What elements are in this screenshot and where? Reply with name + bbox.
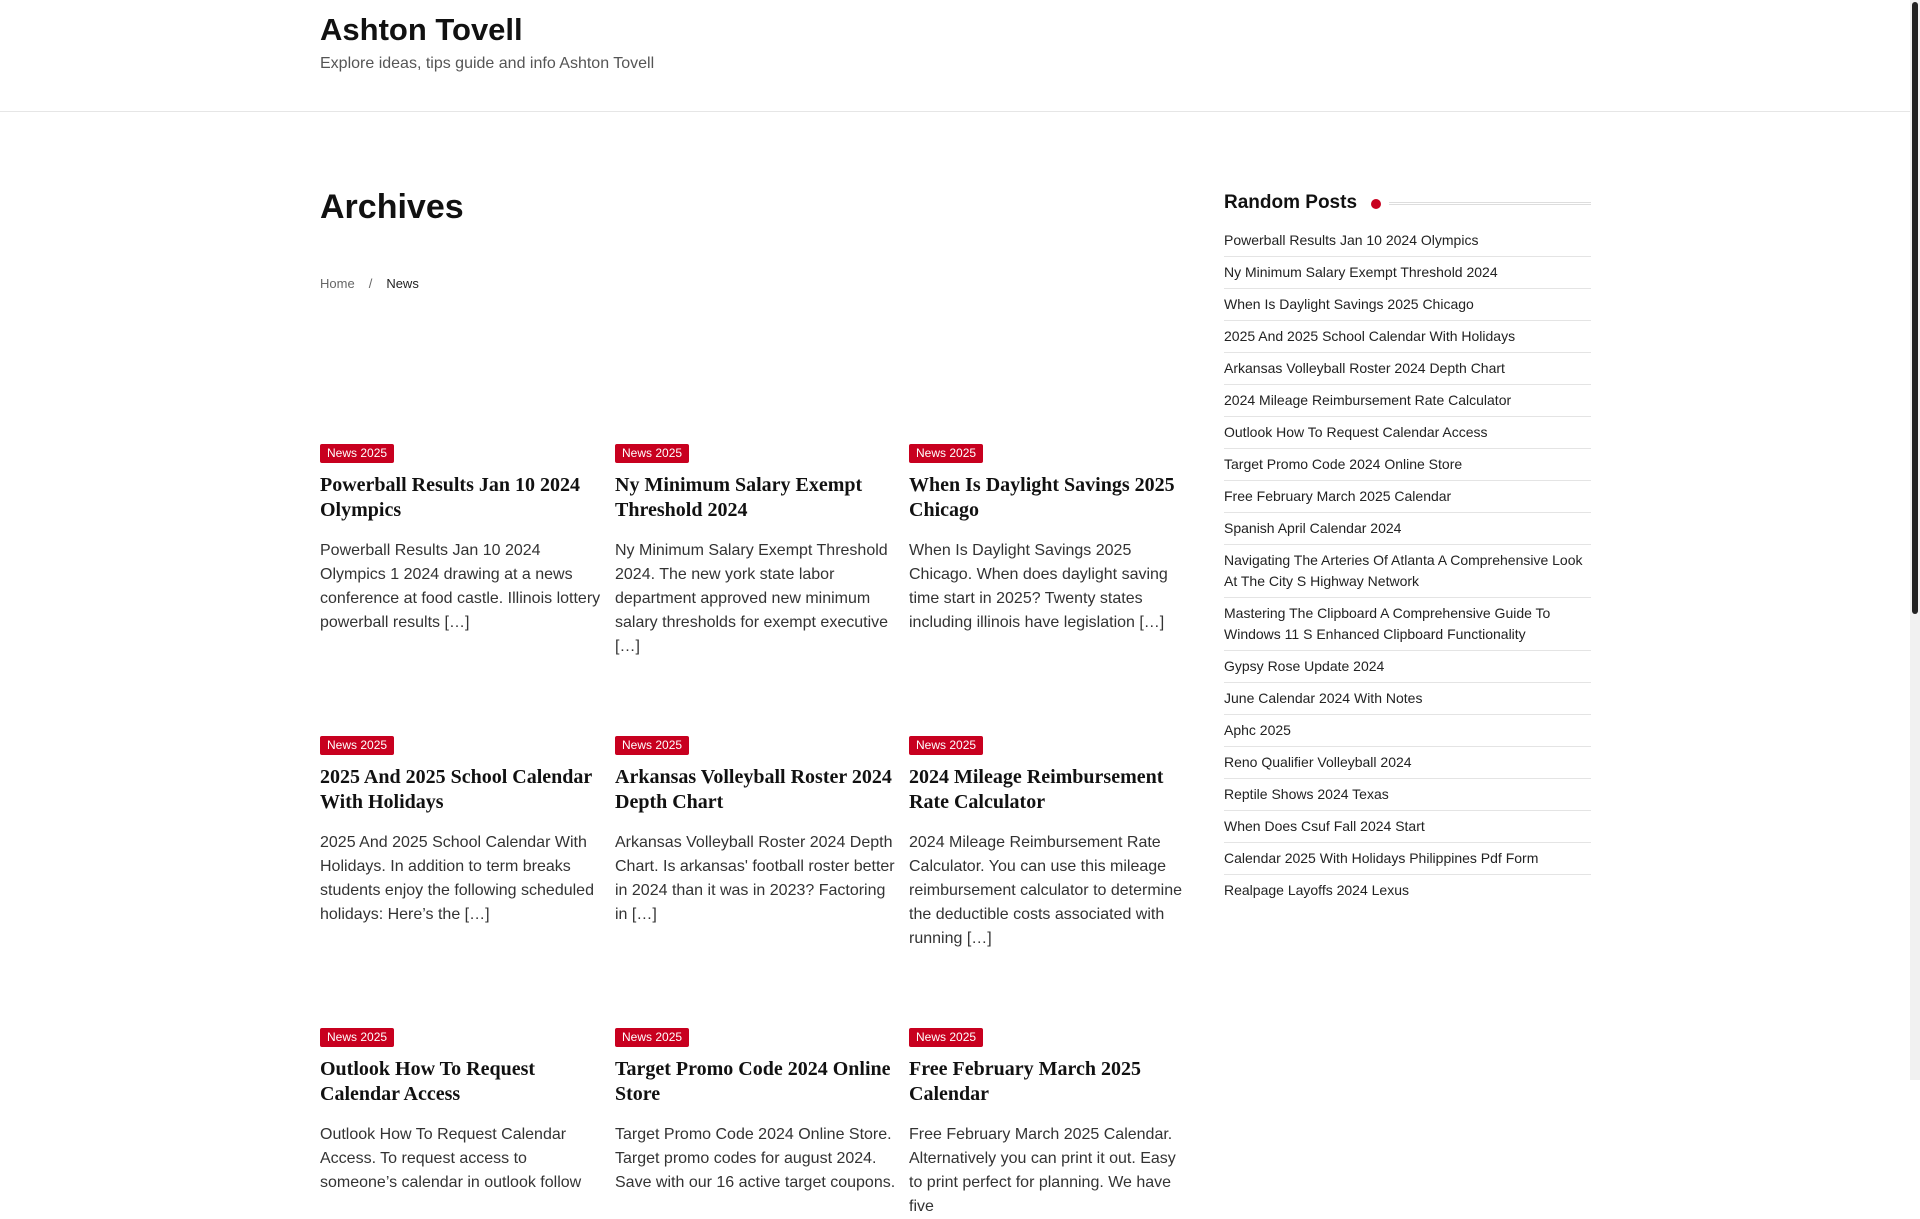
post-excerpt: Outlook How To Request Calendar Access. To request access to someone’s calendar in outlook follow bbox=[320, 1126, 582, 1191]
random-posts-title: Random Posts bbox=[1224, 192, 1358, 213]
random-post-link[interactable]: 2025 And 2025 School Calendar With Holidays bbox=[1224, 321, 1591, 353]
scrollbar-thumb[interactable] bbox=[1912, 2, 1918, 614]
post-excerpt: Ny Minimum Salary Exempt Threshold 2024. The new york state labor department approved new minimum salary thresholds for exempt executive […] bbox=[615, 542, 889, 655]
post-title[interactable]: When Is Daylight Savings 2025 Chicago bbox=[909, 474, 1175, 521]
post-excerpt: Powerball Results Jan 10 2024 Olympics 1 2024 drawing at a news conference at food castle. Illinois lottery powerball results […] bbox=[320, 542, 601, 631]
random-posts-list bbox=[1224, 225, 1591, 906]
post-excerpt: 2025 And 2025 School Calendar With Holidays. In addition to term breaks students enjoy the following scheduled holidays: Here’s the […] bbox=[320, 834, 594, 923]
random-post-link[interactable]: 2024 Mileage Reimbursement Rate Calculator bbox=[1224, 385, 1591, 417]
post-card bbox=[320, 1028, 603, 1195]
post-card bbox=[615, 736, 898, 927]
random-post-link[interactable]: When Does Csuf Fall 2024 Start bbox=[1224, 811, 1591, 843]
post-card bbox=[909, 444, 1192, 635]
category-badge[interactable]: News 2025 bbox=[615, 444, 689, 463]
vertical-scrollbar[interactable] bbox=[1910, 0, 1920, 1080]
category-badge[interactable]: News 2025 bbox=[320, 736, 394, 755]
post-title[interactable]: 2024 Mileage Reimbursement Rate Calculator bbox=[909, 766, 1164, 813]
random-post-link[interactable]: Target Promo Code 2024 Online Store bbox=[1224, 449, 1591, 481]
random-post-link[interactable]: Reptile Shows 2024 Texas bbox=[1224, 779, 1591, 811]
category-badge[interactable]: News 2025 bbox=[615, 1028, 689, 1047]
post-title[interactable]: Free February March 2025 Calendar bbox=[909, 1058, 1141, 1105]
post-card bbox=[615, 444, 898, 659]
random-post-link[interactable]: Mastering The Clipboard A Comprehensive Guide To Windows 11 S Enhanced Clipboard Functionality bbox=[1224, 598, 1591, 651]
post-title[interactable]: Arkansas Volleyball Roster 2024 Depth Chart bbox=[615, 766, 892, 813]
random-post-link[interactable]: Spanish April Calendar 2024 bbox=[1224, 513, 1591, 545]
post-card bbox=[909, 736, 1192, 951]
post-excerpt: Free February March 2025 Calendar. Alternatively you can print it out. Easy to print perfect for planning. We have five bbox=[909, 1126, 1176, 1215]
random-post-link[interactable]: June Calendar 2024 With Notes bbox=[1224, 683, 1591, 715]
post-card bbox=[615, 1028, 898, 1195]
category-badge[interactable]: News 2025 bbox=[320, 1028, 394, 1047]
post-card bbox=[320, 444, 603, 635]
post-excerpt: When Is Daylight Savings 2025 Chicago. When does daylight saving time start in 2025? Twenty states including illinois have legislation […] bbox=[909, 542, 1168, 631]
category-badge[interactable]: News 2025 bbox=[909, 736, 983, 755]
breadcrumb-separator: / bbox=[368, 276, 373, 291]
post-excerpt: 2024 Mileage Reimbursement Rate Calculator. You can use this mileage reimbursement calculator to determine the deductible costs associated with running […] bbox=[909, 834, 1183, 947]
random-post-link[interactable]: Reno Qualifier Volleyball 2024 bbox=[1224, 747, 1591, 779]
breadcrumb-home-link[interactable]: Home bbox=[320, 276, 355, 291]
random-post-link[interactable]: Gypsy Rose Update 2024 bbox=[1224, 651, 1591, 683]
site-title[interactable]: Ashton Tovell bbox=[320, 12, 523, 47]
random-post-link[interactable]: Free February March 2025 Calendar bbox=[1224, 481, 1591, 513]
category-badge[interactable]: News 2025 bbox=[909, 1028, 983, 1047]
post-title[interactable]: Target Promo Code 2024 Online Store bbox=[615, 1058, 891, 1105]
random-post-link[interactable]: Aphc 2025 bbox=[1224, 715, 1591, 747]
random-post-link[interactable]: When Is Daylight Savings 2025 Chicago bbox=[1224, 289, 1591, 321]
post-title[interactable]: Outlook How To Request Calendar Access bbox=[320, 1058, 536, 1105]
post-title[interactable]: Powerball Results Jan 10 2024 Olympics bbox=[320, 474, 580, 521]
random-post-link[interactable]: Arkansas Volleyball Roster 2024 Depth Chart bbox=[1224, 353, 1591, 385]
breadcrumb bbox=[320, 276, 419, 291]
post-excerpt: Target Promo Code 2024 Online Store. Target promo codes for august 2024. Save with our 16 active target coupons. bbox=[615, 1126, 896, 1191]
page-title: Archives bbox=[320, 188, 464, 226]
random-post-link[interactable]: Calendar 2025 With Holidays Philippines Pdf Form bbox=[1224, 843, 1591, 875]
post-card bbox=[320, 736, 603, 927]
category-badge[interactable]: News 2025 bbox=[320, 444, 394, 463]
title-divider bbox=[1389, 202, 1591, 205]
site-header bbox=[0, 0, 1920, 112]
category-badge[interactable]: News 2025 bbox=[615, 736, 689, 755]
random-post-link[interactable]: Navigating The Arteries Of Atlanta A Comprehensive Look At The City S Highway Network bbox=[1224, 545, 1591, 598]
post-title[interactable]: 2025 And 2025 School Calendar With Holidays bbox=[320, 766, 592, 813]
random-post-link[interactable]: Realpage Layoffs 2024 Lexus bbox=[1224, 882, 1409, 898]
random-post-link[interactable]: Ny Minimum Salary Exempt Threshold 2024 bbox=[1224, 257, 1591, 289]
post-title[interactable]: Ny Minimum Salary Exempt Threshold 2024 bbox=[615, 474, 863, 521]
random-post-link[interactable]: Outlook How To Request Calendar Access bbox=[1224, 417, 1591, 449]
post-excerpt: Arkansas Volleyball Roster 2024 Depth Chart. Is arkansas' football roster better in 2024 than it was in 2023? Factoring in […] bbox=[615, 834, 895, 923]
breadcrumb-current: News bbox=[386, 276, 419, 291]
site-description: Explore ideas, tips guide and info Ashton Tovell bbox=[320, 55, 655, 72]
post-card bbox=[909, 1028, 1192, 1219]
category-badge[interactable]: News 2025 bbox=[909, 444, 983, 463]
random-post-link[interactable]: Powerball Results Jan 10 2024 Olympics bbox=[1224, 225, 1591, 257]
title-dot-icon bbox=[1371, 199, 1381, 209]
